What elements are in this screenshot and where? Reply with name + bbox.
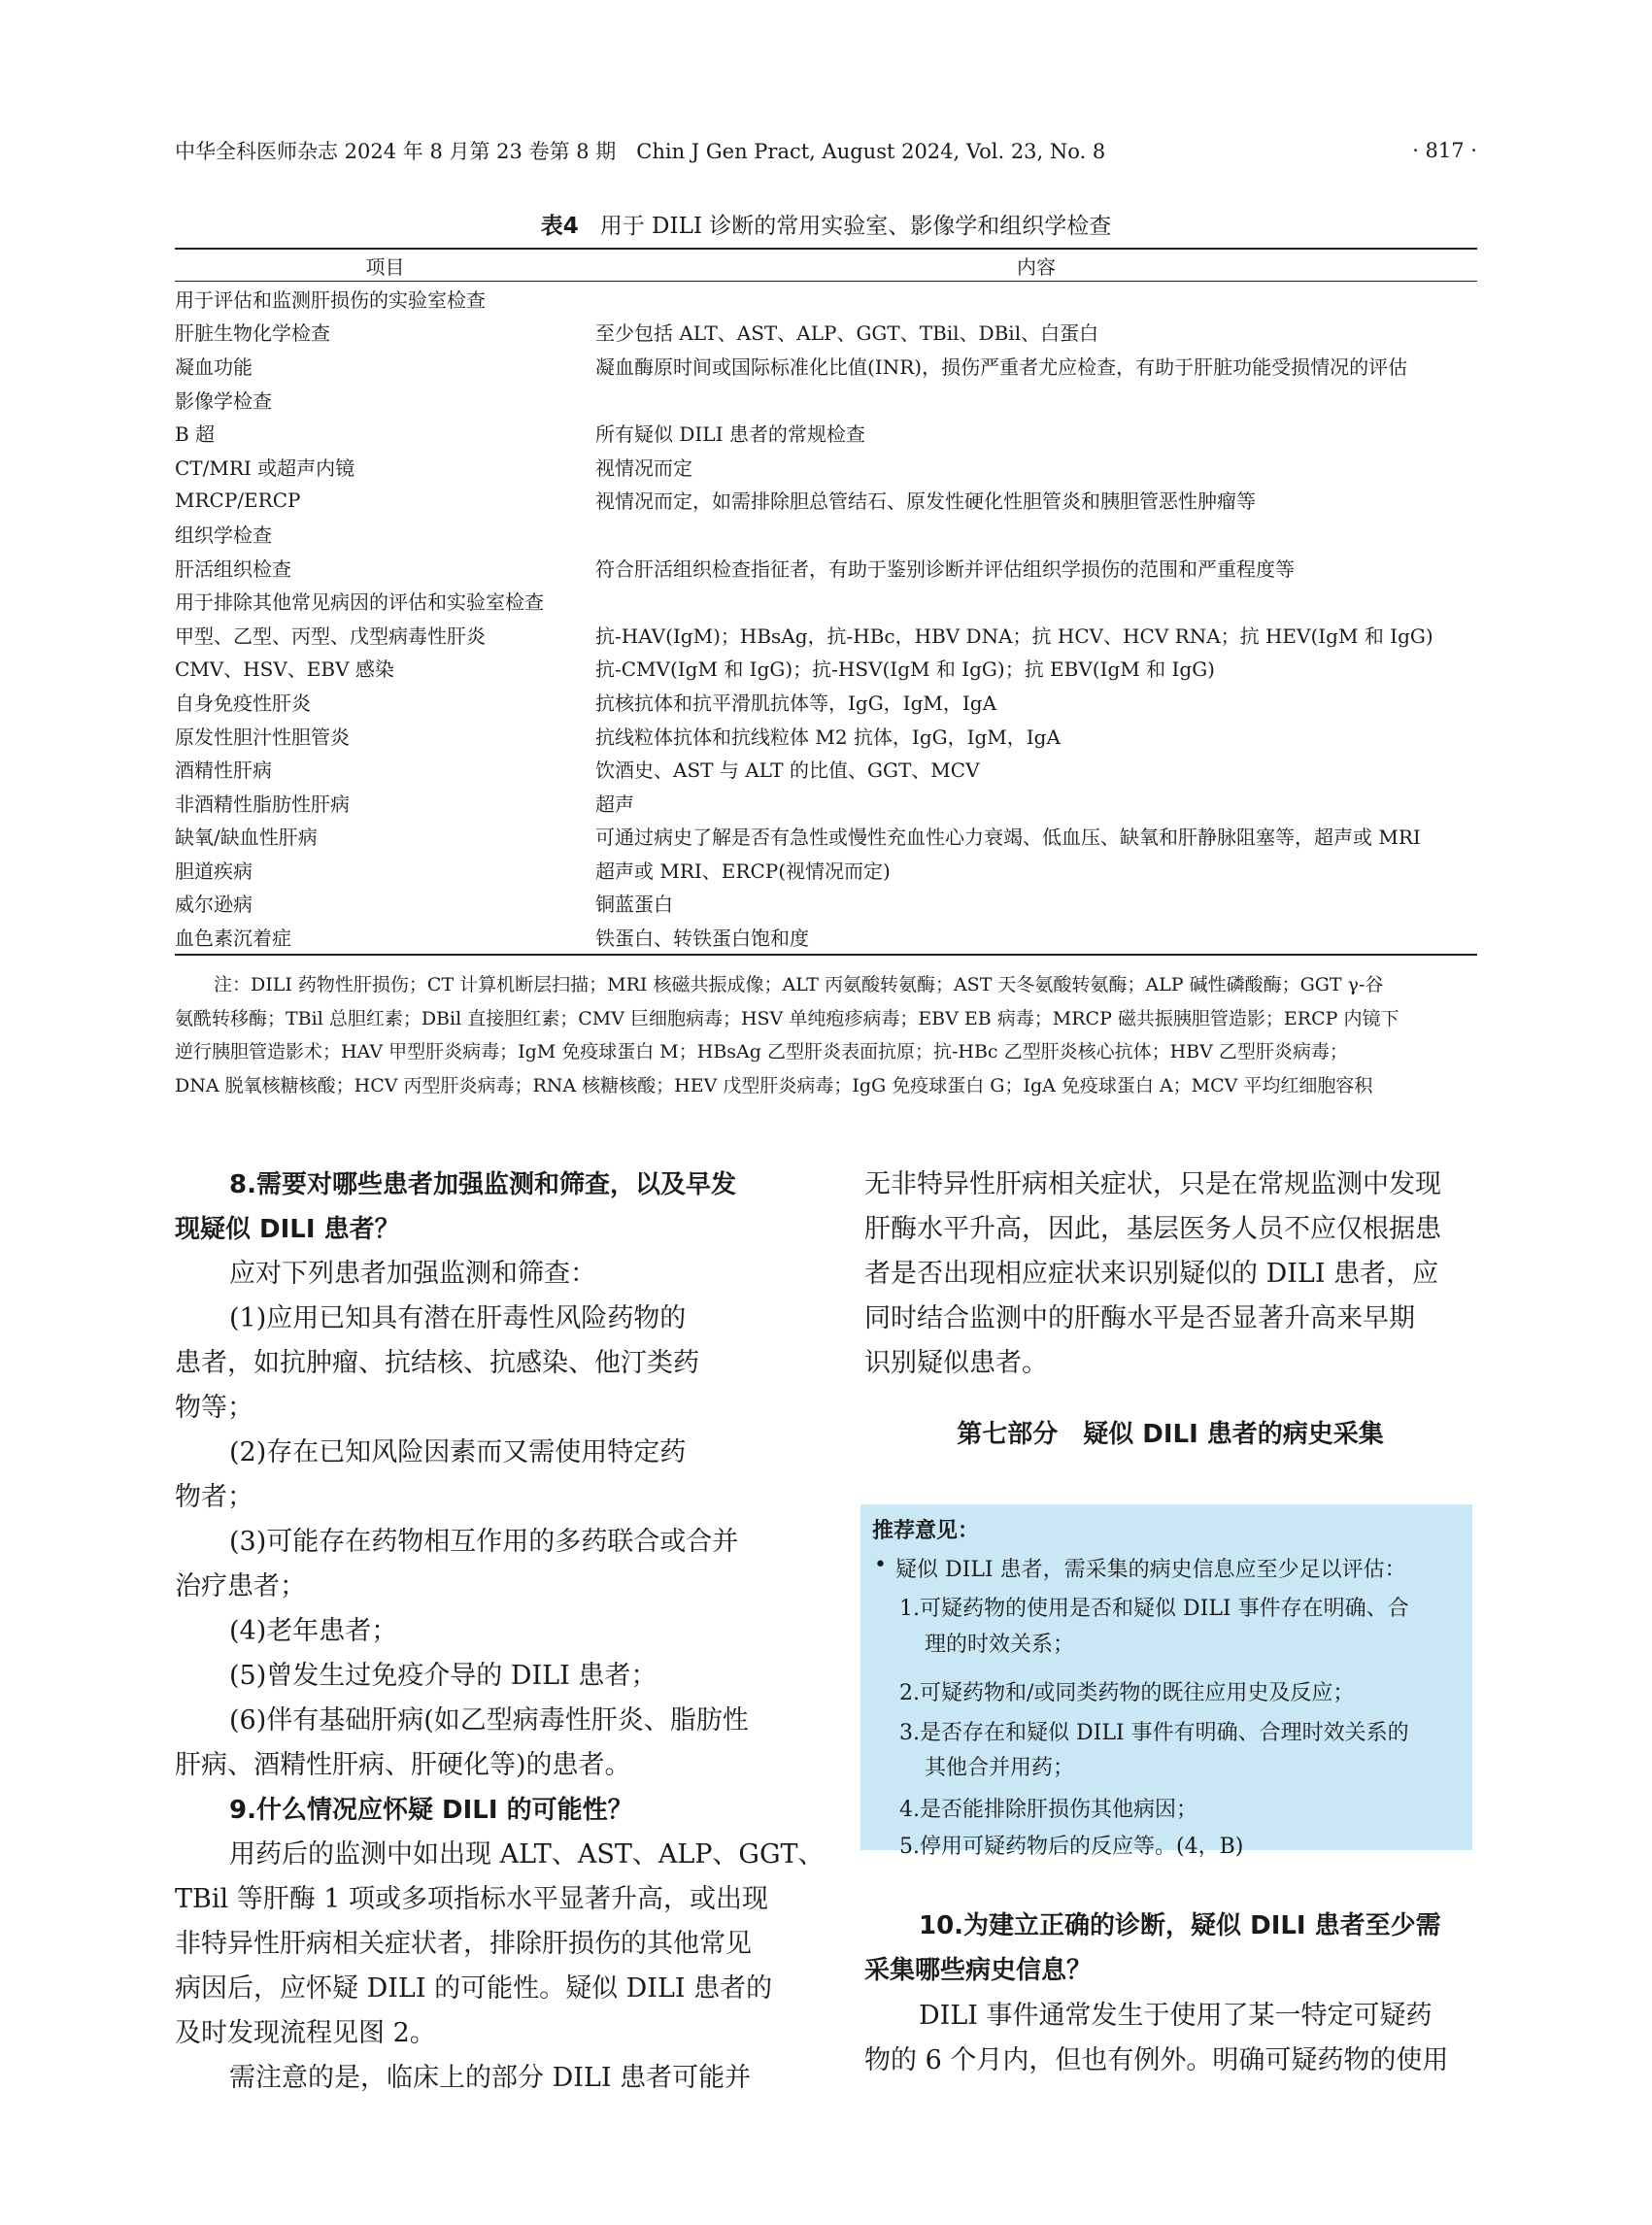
row-item: 甲型、乙型、丙型、戊型病毒性肝炎	[175, 624, 486, 648]
table-caption	[175, 208, 1477, 240]
row-item: 自身免疫性肝炎	[175, 691, 311, 715]
paragraph-line: 患者，如抗肿瘤、抗结核、抗感染、他汀类药	[175, 1348, 699, 1378]
diagnostic-tests-table	[175, 248, 1477, 956]
recommendation-item: 3.是否存在和疑似 DILI 事件有明确、合理时效关系的	[899, 1721, 1409, 1745]
running-header	[175, 134, 1477, 167]
recommendation-title: 推荐意见：	[872, 1519, 980, 1543]
table-row-category	[175, 517, 1477, 551]
journal-citation: 中华全科医师杂志 2024 年 8 月第 23 卷第 8 期 Chin J Gen Pract, August 2024, Vol. 23, No. 8	[175, 140, 1106, 163]
footnote-line: DNA 脱氧核糖核酸；HCV 丙型肝炎病毒；RNA 核糖核酸；HEV 戊型肝炎病毒；IgG 免疫球蛋白 G；IgA 免疫球蛋白 A；MCV 平均红细胞容积	[175, 1074, 1373, 1096]
footnote-line: 氨酰转移酶；TBil 总胆红素；DBil 直接胆红素；CMV 巨细胞病毒；HSV 单纯疱疹病毒；EBV EB 病毒；MRCP 磁共振胰胆管造影；ERCP 内镜下	[175, 1007, 1399, 1029]
row-content: 视情况而定	[595, 455, 692, 480]
paragraph-line: 肝病、酒精性肝病、肝硬化等)的患者。	[175, 1750, 631, 1780]
table-row	[175, 685, 1477, 719]
paragraph-line: 识别疑似患者。	[864, 1348, 1048, 1378]
row-item: 胆道疾病	[175, 859, 253, 883]
table-header-row	[175, 249, 1477, 282]
table-row	[175, 820, 1477, 854]
row-item: CMV、HSV、EBV 感染	[175, 657, 394, 682]
row-item: 血色素沉着症	[175, 920, 595, 955]
paragraph-line: 及时发现流程见图 2。	[175, 2018, 436, 2048]
paragraph-line: (4)老年患者；	[229, 1616, 398, 1646]
paragraph-line: (6)伴有基础肝病(如乙型病毒性肝炎、脂肪性	[229, 1705, 749, 1736]
question-8-heading: 现疑似 DILI 患者？	[175, 1215, 400, 1244]
paragraph-line: 物等；	[175, 1393, 253, 1423]
table-row	[175, 853, 1477, 887]
table-row	[175, 450, 1477, 484]
row-content: 抗核抗体和抗平滑肌抗体等，IgG，IgM，IgA	[595, 691, 997, 715]
bullet-icon: •	[874, 1553, 887, 1577]
paragraph-line: (1)应用已知具有潜在肝毒性风险药物的	[229, 1303, 687, 1333]
recommendation-item: 理的时效关系；	[925, 1633, 1075, 1657]
table-row	[175, 786, 1477, 820]
table-row	[175, 316, 1477, 350]
table-row	[175, 887, 1477, 921]
row-content	[595, 383, 1477, 417]
row-item: MRCP/ERCP	[175, 488, 301, 512]
row-item: 原发性胆汁性胆管炎	[175, 725, 350, 749]
row-item: 非酒精性脂肪性肝病	[175, 792, 350, 816]
paragraph-line: 应对下列患者加强监测和筛查：	[229, 1259, 596, 1289]
row-content: 至少包括 ALT、AST、ALP、GGT、TBil、DBil、白蛋白	[595, 321, 1099, 346]
table-row-category	[175, 282, 1477, 316]
row-item: 威尔逊病	[175, 893, 253, 917]
column-header-content: 内容	[595, 249, 1477, 282]
row-item: CT/MRI 或超声内镜	[175, 455, 355, 480]
paragraph-line: DILI 事件通常发生于使用了某一特定可疑药	[919, 2001, 1433, 2031]
row-item: 肝活组织检查	[175, 556, 291, 581]
row-content: 铁蛋白、转铁蛋白饱和度	[595, 920, 1477, 955]
recommendation-item: 1.可疑药物的使用是否和疑似 DILI 事件存在明确、合	[899, 1597, 1409, 1621]
recommendation-intro: 疑似 DILI 患者，需采集的病史信息应至少足以评估：	[895, 1558, 1406, 1582]
question-10-answer	[864, 1994, 1476, 2083]
row-content: 超声或 MRI、ERCP(视情况而定)	[595, 859, 891, 883]
table-row	[175, 920, 1477, 955]
paragraph-line: 病因后，应怀疑 DILI 的可能性。疑似 DILI 患者的	[175, 1973, 773, 2004]
table-row	[175, 719, 1477, 753]
right-column-continuation	[864, 1163, 1476, 1386]
question-10-line: 10.为建立正确的诊断，疑似 DILI 患者至少需	[919, 1911, 1441, 1940]
table-row-category	[175, 383, 1477, 417]
row-content	[595, 584, 1477, 618]
table-row	[175, 349, 1477, 383]
row-item: 影像学检查	[175, 388, 272, 413]
row-item: B 超	[175, 422, 216, 447]
table-row-category	[175, 584, 1477, 618]
table-row	[175, 652, 1477, 686]
paragraph-line: (2)存在已知风险因素而又需使用特定药	[229, 1437, 687, 1467]
paragraph-line: 用药后的监测中如出现 ALT、AST、ALP、GGT、	[229, 1839, 825, 1870]
row-content	[595, 517, 1477, 551]
recommendation-item: 5.停用可疑药物后的反应等。(4，B)	[899, 1835, 1244, 1859]
row-content: 视情况而定，如需排除胆总管结石、原发性硬化性胆管炎和胰胆管恶性肿瘤等	[595, 489, 1256, 514]
paragraph-line: 物者；	[175, 1482, 253, 1512]
row-content: 抗-CMV(IgM 和 IgG)；抗-HSV(IgM 和 IgG)；抗 EBV(IgM 和 IgG)	[595, 657, 1215, 682]
footnote-line: 注：DILI 药物性肝损伤；CT 计算机断层扫描；MRI 核磁共振成像；ALT 丙氨酸转氨酶；AST 天冬氨酸转氨酶；ALP 碱性磷酸酶；GGT γ-谷	[214, 974, 1384, 995]
row-item: 用于排除其他常见病因的评估和实验室检查	[175, 590, 544, 615]
question-10-line: 采集哪些病史信息？	[864, 1956, 1093, 1985]
recommendation-item: 4.是否能排除肝损伤其他病因；	[899, 1798, 1197, 1822]
row-content: 可通过病史了解是否有急性或慢性充血性心力衰竭、低血压、缺氧和肝静脉阻塞等，超声或 MRI	[595, 826, 1421, 850]
paragraph-line: 肝酶水平升高，因此，基层医务人员不应仅根据患	[864, 1214, 1441, 1244]
row-content: 超声	[595, 792, 634, 816]
footnote-line: 逆行胰胆管造影术；HAV 甲型肝炎病毒；IgM 免疫球蛋白 M；HBsAg 乙型肝炎表面抗原；抗-HBc 乙型肝炎核心抗体；HBV 乙型肝炎病毒；	[175, 1041, 1348, 1062]
question-9-heading: 9.什么情况应怀疑 DILI 的可能性？	[229, 1796, 633, 1825]
row-content: 抗线粒体抗体和抗线粒体 M2 抗体，IgG，IgM，IgA	[595, 725, 1061, 749]
row-item: 组织学检查	[175, 523, 272, 547]
paragraph-line: 同时结合监测中的肝酶水平是否显著升高来早期	[864, 1303, 1415, 1333]
recommendation-box	[860, 1504, 1472, 1859]
row-content: 凝血酶原时间或国际标准化比值(INR)，损伤严重者尤应检查，有助于肝脏功能受损情况的评估	[595, 354, 1408, 379]
table-row	[175, 416, 1477, 450]
paragraph-line: 无非特异性肝病相关症状，只是在常规监测中发现	[864, 1169, 1441, 1199]
table-row	[175, 484, 1477, 518]
paragraph-line: TBil 等肝酶 1 项或多项指标水平显著升高，或出现	[175, 1884, 769, 1914]
paragraph-line: 者是否出现相应症状来识别疑似的 DILI 患者，应	[864, 1259, 1439, 1289]
row-content: 符合肝活组织检查指征者，有助于鉴别诊断并评估组织学损伤的范围和严重程度等	[595, 556, 1295, 581]
row-content: 铜蓝蛋白	[595, 893, 673, 917]
row-item: 酒精性肝病	[175, 759, 272, 783]
table-row	[175, 618, 1477, 652]
table-row	[175, 551, 1477, 585]
row-item: 用于评估和监测肝损伤的实验室检查	[175, 287, 486, 312]
row-item: 凝血功能	[175, 354, 253, 379]
row-content: 抗-HAV(IgM)；HBsAg，抗-HBc，HBV DNA；抗 HCV、HCV RNA；抗 HEV(IgM 和 IgG)	[595, 624, 1433, 648]
paragraph-line: (3)可能存在药物相互作用的多药联合或合并	[229, 1527, 739, 1557]
left-column	[175, 1163, 825, 2101]
row-content: 所有疑似 DILI 患者的常规检查	[595, 422, 865, 447]
table-title: 用于 DILI 诊断的常用实验室、影像学和组织学检查	[599, 214, 1112, 239]
column-header-item: 项目	[175, 249, 595, 282]
page-number: · 817 ·	[1412, 139, 1477, 162]
table-number: 表4	[540, 214, 579, 239]
recommendation-item: 其他合并用药；	[925, 1756, 1075, 1780]
row-content: 饮酒史、AST 与 ALT 的比值、GGT、MCV	[595, 759, 980, 783]
recommendation-item: 2.可疑药物和/或同类药物的既往应用史及反应；	[899, 1681, 1355, 1705]
table-footnote	[175, 968, 1477, 1102]
row-item: 肝脏生物化学检查	[175, 321, 330, 346]
section-heading: 第七部分 疑似 DILI 患者的病史采集	[957, 1420, 1384, 1449]
paragraph-line: 物的 6 个月内，但也有例外。明确可疑药物的使用	[864, 2045, 1449, 2075]
table-row	[175, 752, 1477, 786]
question-8-heading: 8.需要对哪些患者加强监测和筛查，以及早发	[229, 1170, 736, 1199]
paragraph-line: (5)曾发生过免疫介导的 DILI 患者；	[229, 1661, 657, 1691]
question-10-heading	[864, 1904, 1476, 1993]
paragraph-line: 非特异性肝病相关症状者，排除肝损伤的其他常见	[175, 1929, 752, 1959]
row-item: 缺氧/缺血性肝病	[175, 826, 318, 850]
paragraph-line: 需注意的是，临床上的部分 DILI 患者可能并	[229, 2063, 752, 2093]
row-content	[595, 282, 1477, 316]
paragraph-line: 治疗患者；	[175, 1571, 306, 1601]
